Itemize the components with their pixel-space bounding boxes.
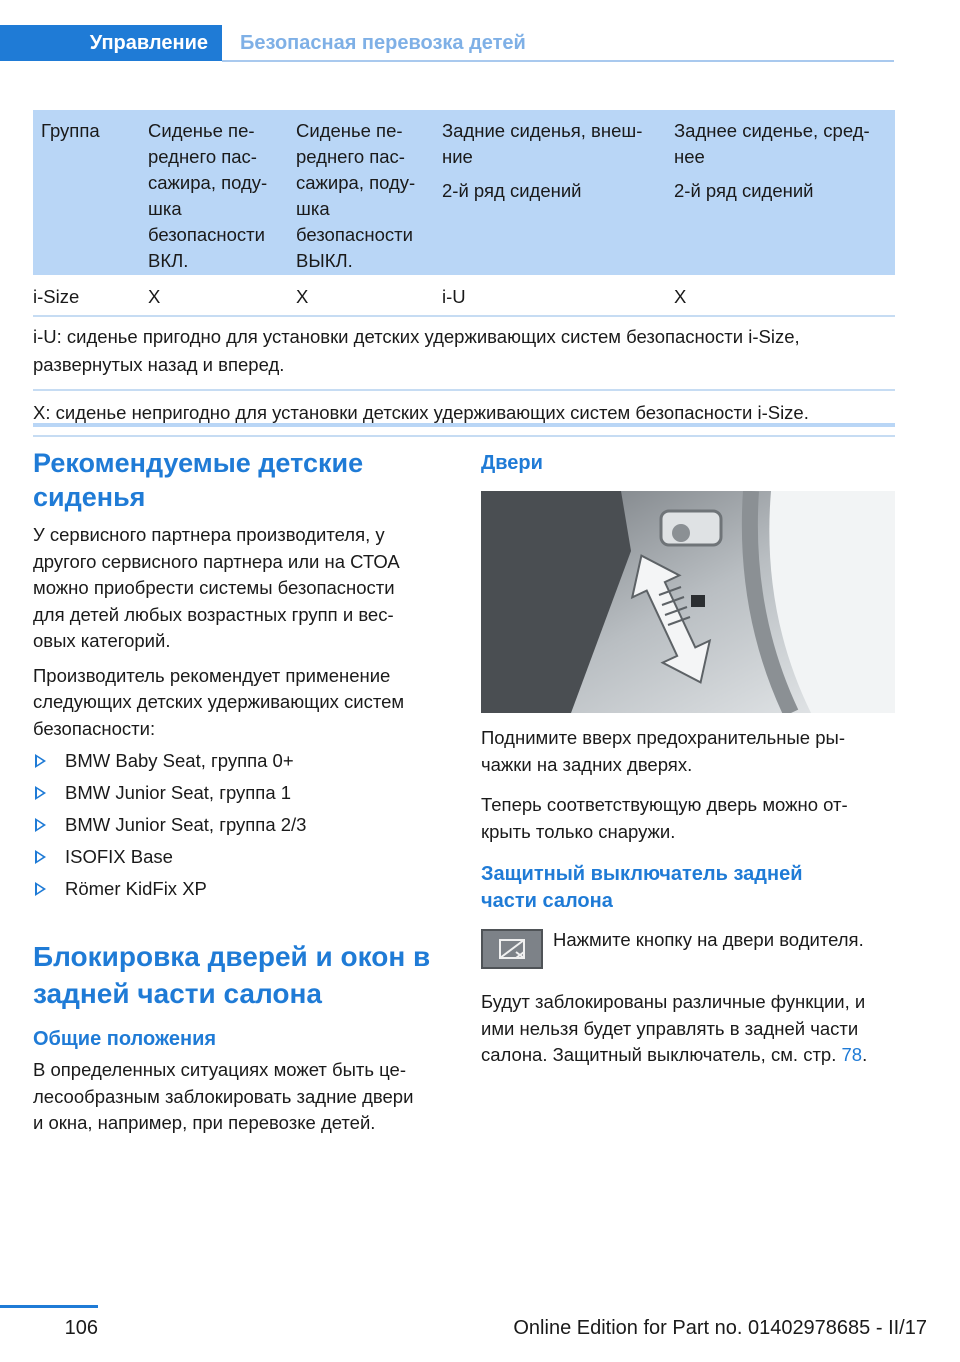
door-lock-illustration bbox=[481, 491, 895, 713]
edition-info: Online Edition for Part no. 01402978685 - II/17 bbox=[513, 1317, 927, 1339]
list-item: Römer KidFix XP bbox=[33, 876, 451, 908]
door-lock-lever-image bbox=[481, 491, 895, 713]
heading-safety-switch: Защитный выключатель задней части салона bbox=[481, 863, 803, 912]
page-reference-link[interactable]: 78 bbox=[841, 1044, 863, 1065]
table-note-iu: i-U: сиденье пригодно для установки детских удерживающих систем безопасности i-Size, развернутых назад и вперед. bbox=[33, 317, 895, 391]
list-item: BMW Baby Seat, группа 0+ bbox=[33, 748, 451, 780]
page-number: 106 bbox=[64, 1317, 98, 1339]
list-item: ISOFIX Base bbox=[33, 844, 451, 876]
paragraph-lift-levers: Поднимите вверх предохранительные ры- чажки на задних дверях. bbox=[481, 727, 845, 775]
paragraph-purchase: У сервисного партнера производителя, у другого сервисного партнера или на СТОА можно приобрести системы безопасности для детей любых возрастных групп и вес- овых категорий. bbox=[33, 524, 400, 651]
table-row: i-Size X X i-U X bbox=[33, 275, 895, 317]
th-group: Группа bbox=[41, 120, 100, 141]
right-column bbox=[481, 446, 895, 1069]
header-rule bbox=[222, 60, 894, 62]
bullet-triangle-icon bbox=[35, 882, 46, 896]
bullet-triangle-icon bbox=[35, 754, 46, 768]
footer-rule bbox=[0, 1305, 98, 1308]
running-header bbox=[0, 0, 960, 62]
table-bottom-rule bbox=[33, 423, 895, 427]
th-front-on: Сиденье пе- реднего пас- сажира, поду- шка безопасности ВКЛ. bbox=[148, 120, 268, 271]
bullet-triangle-icon bbox=[35, 786, 46, 800]
heading-door-window-lock: Блокировка дверей и окон в задней части салона bbox=[33, 941, 431, 1009]
list-item: BMW Junior Seat, группа 1 bbox=[33, 780, 451, 812]
bullet-triangle-icon bbox=[35, 818, 46, 832]
table-header bbox=[33, 110, 895, 275]
list-item: BMW Junior Seat, группа 2/3 bbox=[33, 812, 451, 844]
paragraph-recommendation: Производитель рекомендует применение следующих детских удерживающих систем безопасности: bbox=[33, 664, 405, 739]
paragraph-open-outside: Теперь соответствующую дверь можно от- крыть только снаружи. bbox=[481, 794, 848, 842]
heading-recommended-seats: Рекомендуемые детские сиденья bbox=[33, 448, 364, 512]
table-note-x: X: сиденье непригодно для установки детских удерживающих систем безопасности i-Size. bbox=[33, 391, 895, 437]
bullet-triangle-icon bbox=[35, 850, 46, 864]
press-button-block bbox=[481, 929, 895, 975]
heading-general: Общие положения bbox=[33, 1028, 217, 1050]
th-rear-outer: Задние сиденья, внеш- ние 2-й ряд сидений bbox=[442, 120, 643, 201]
window-lock-button-icon bbox=[481, 929, 543, 969]
th-rear-center: Заднее сиденье, сред- нее 2-й ряд сидений bbox=[674, 120, 870, 201]
paragraph-functions-locked: Будут заблокированы различные функции, и ими нельзя будет управлять в задней части салона. Защитный выключатель, см. стр. 78. bbox=[481, 991, 868, 1065]
press-instruction: Нажмите кнопку на двери водителя. bbox=[553, 929, 864, 950]
section-tab: Управление bbox=[0, 25, 222, 61]
left-column bbox=[33, 446, 451, 1137]
th-front-off: Сиденье пе- реднего пас- сажира, поду- шка безопасности ВЫКЛ. bbox=[296, 120, 416, 271]
recommended-seat-list bbox=[33, 748, 451, 908]
heading-doors: Двери bbox=[481, 452, 543, 474]
paragraph-general: В определенных ситуациях может быть це- лесообразным заблокировать задние двери и окна, например, при перевозке детей. bbox=[33, 1059, 414, 1133]
chapter-tab: Безопасная перевозка детей bbox=[240, 32, 526, 54]
seat-suitability-table bbox=[33, 110, 895, 437]
